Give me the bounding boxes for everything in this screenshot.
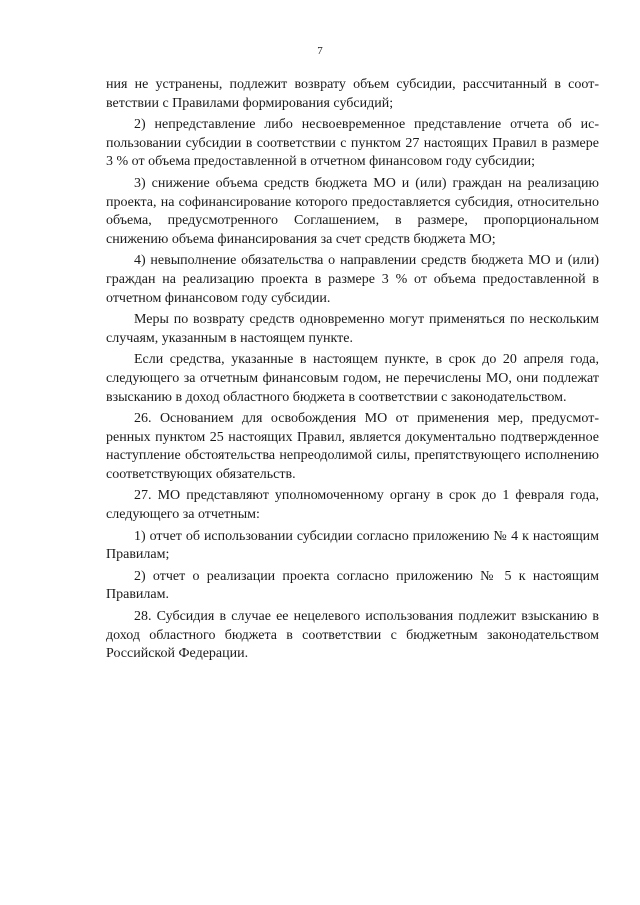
document-body: [106, 76, 599, 667]
paragraph-item-2: 2) непредставление либо несвоевременное представление отчета об использовании субсидии в соответствии с пунктом 27 настоящих Правил в размере 3 % от объема предоставленной в отчетном финансовом году субсидии;: [106, 117, 599, 170]
paragraph-clause-26: 26. Основанием для освобождения МО от применения мер, предусмотренных пунктом 25 настоящих Правил, является документально подтвержденное наступление обстоятельства непреодолимой силы, препятствующего исполнению соответствующих обязательств.: [106, 411, 599, 482]
paragraph-continuation: ния не устранены, подлежит возврату объем субсидии, рассчитанный в соответствии с Правилами формирования субсидий;: [106, 77, 599, 111]
paragraph-item-4: 4) невыполнение обязательства о направлении средств бюджета МО и (или) граждан на реализацию проекта в размере 3 % от объема предоставленной в отчетном финансовом году субсидии.: [106, 253, 599, 306]
paragraph-clause-27-item-1: 1) отчет об использовании субсидии согласно приложению № 4 к настоящим Правилам;: [106, 528, 599, 563]
paragraph-clause-28: 28. Субсидия в случае ее нецелевого использования подлежит взысканию в доход областного бюджета в соответствии с бюджетным законодательством Российской Федерации.: [106, 609, 599, 662]
paragraph-item-3: 3) снижение объема средств бюджета МО и (или) граждан на реализацию проекта, на софинансирование которого предоставляется субсидия, относительно объема, предусмотренного Соглашением, в размере, пропорциональном снижению объема финансирования за счет средств бюджета МО;: [106, 175, 599, 247]
paragraph-return-measures: Меры по возврату средств одновременно могут применяться по нескольким случаям, указанным в настоящем пункте.: [106, 312, 599, 346]
paragraph-clause-27-item-2: 2) отчет о реализации проекта согласно приложению № 5 к настоящим Правилам.: [106, 568, 599, 603]
page-number: 7: [317, 45, 323, 57]
paragraph-clause-27: 27. МО представляют уполномоченному органу в срок до 1 февраля года, следующего за отчетным:: [106, 488, 599, 523]
paragraph-recovery: Если средства, указанные в настоящем пункте, в срок до 20 апреля года, следующего за отчетным финансовым годом, не перечислены МО, они подлежат взысканию в доход областного бюджета в соответствии с законодательством.: [106, 352, 599, 405]
